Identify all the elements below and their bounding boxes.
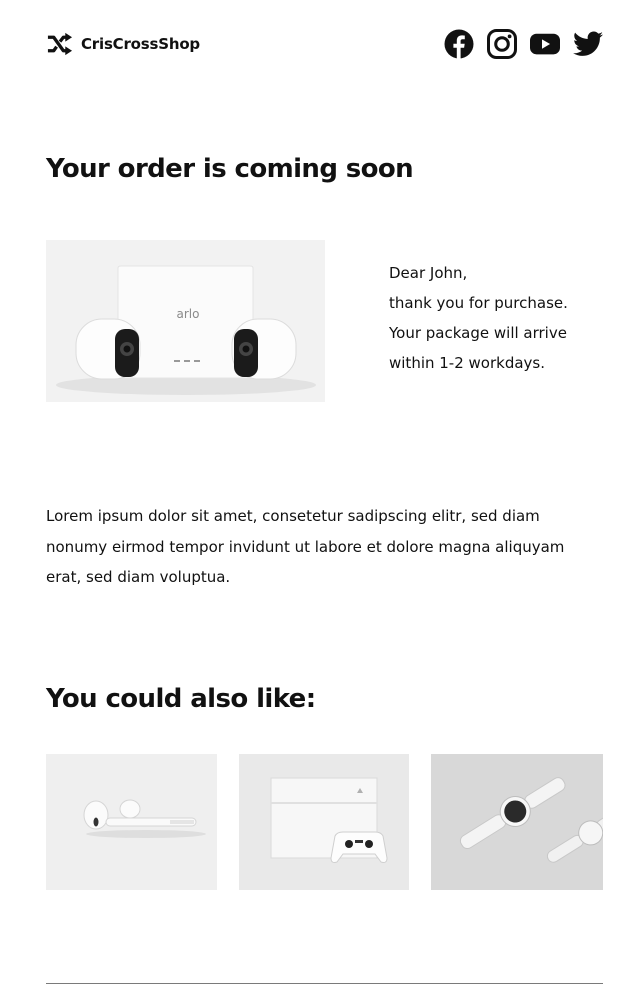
greeting-line: within 1-2 workdays. [389,354,546,372]
product-smartwatches[interactable] [431,754,603,890]
greeting-line: Dear John, [389,264,468,282]
email-header [46,28,603,62]
ordered-product-image [46,240,325,402]
brand-logo[interactable] [46,32,200,56]
svg-text:arlo: arlo [176,307,200,321]
brand-name: CrisCrossShop [81,35,200,53]
greeting-message [389,258,599,378]
instagram-icon[interactable] [487,28,517,60]
greeting-line: thank you for purchase. [389,294,568,312]
body-paragraph: Lorem ipsum dolor sit amet, consetetur sadipscing elitr, sed diam nonumy eirmod tempor invidunt ut labore et dolore magna aliquyam erat, sed diam voluptua. [46,507,565,586]
recommended-products [46,754,603,890]
footer-divider [46,983,603,984]
greeting-line: Your package will arrive [389,324,567,342]
twitter-icon[interactable] [573,28,603,60]
order-title: Your order is coming soon [46,154,414,184]
product-game-console[interactable] [239,754,409,890]
shuffle-icon [46,32,73,56]
recommendations-title: You could also like: [46,684,316,714]
facebook-icon[interactable] [444,28,474,60]
social-links [444,28,603,60]
youtube-icon[interactable] [530,28,560,60]
product-earbuds[interactable] [46,754,217,890]
